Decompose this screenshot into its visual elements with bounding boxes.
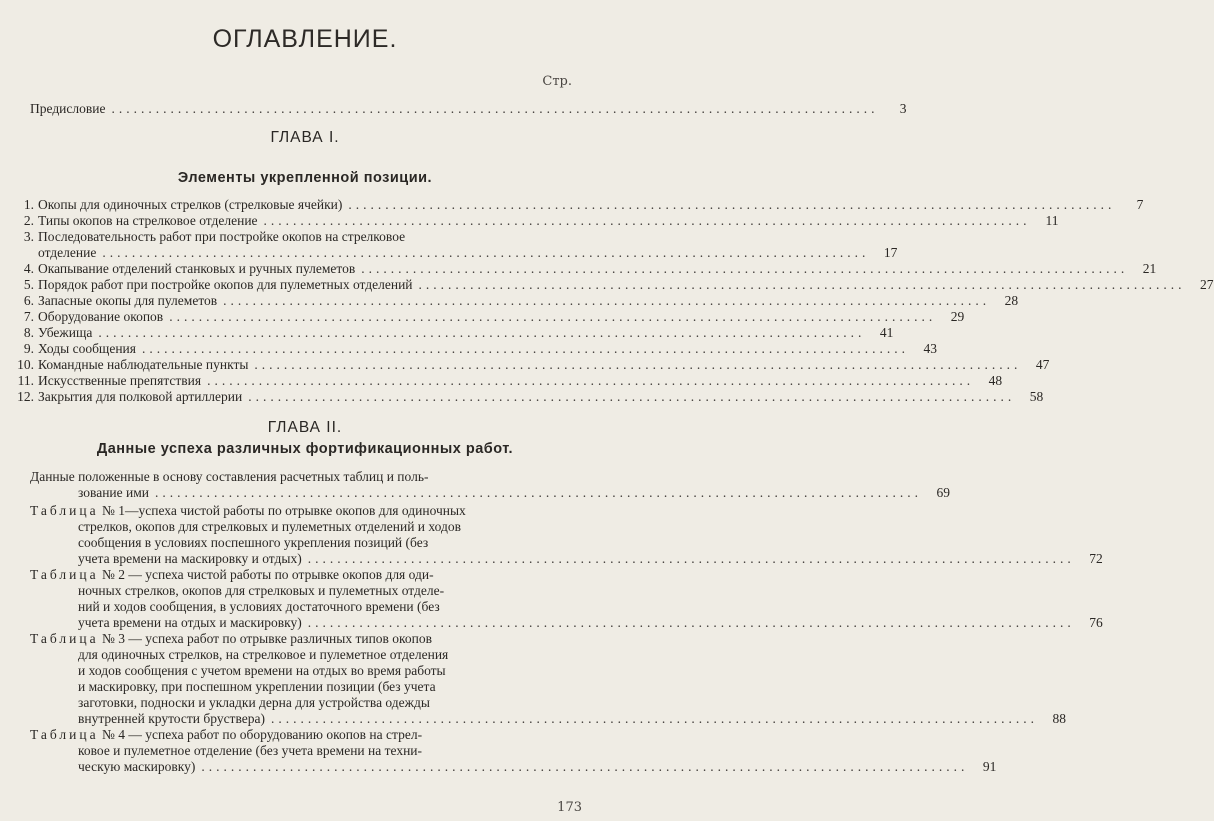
toc-entry-text: отделение: [38, 245, 97, 260]
toc-entry-number: 6.: [23, 293, 34, 308]
toc-entry-page: 27: [1200, 277, 1214, 292]
table-line: № 2 — успеха чистой работы по отрывке окопов для оди-: [102, 567, 434, 582]
dot-leader: ........................................................................................................: [270, 711, 1038, 726]
toc-entry-number: 2.: [23, 213, 34, 228]
dot-leader: ........................................................................................................: [169, 309, 937, 324]
dot-leader: ........................................................................................................: [263, 213, 1031, 228]
toc-entry-page: 76: [1089, 615, 1103, 630]
toc-entry-number: 7.: [23, 309, 34, 324]
toc-entry-page: 72: [1089, 551, 1103, 566]
toc-entry-number: 12.: [17, 389, 34, 404]
dot-leader: ........................................................................................................: [102, 245, 870, 260]
chapter-1-subtitle: Элементы укрепленной позиции.: [177, 170, 433, 186]
intro-entry[interactable]: [78, 484, 951, 501]
table-4-line-2: ковое и пулеметное отделение (без учета времени на техни-: [78, 743, 423, 758]
table-label: Таблица: [30, 727, 99, 742]
toc-entry-text: ческую маскировку): [78, 759, 196, 774]
dot-leader: ........................................................................................................: [98, 325, 866, 340]
toc-entry-7[interactable]: [6, 308, 965, 325]
toc-entry-1[interactable]: [6, 196, 1144, 213]
table-3-line-3: и ходов сообщения с учетом времени на отдых во время работы: [78, 663, 446, 678]
table-4-entry[interactable]: [30, 726, 422, 743]
toc-entry-text: Предисловие: [30, 101, 106, 116]
toc-entry-4[interactable]: [6, 260, 1157, 277]
table-1-line-2: стрелков, окопов для стрелковых и пулеметных отделений и ходов: [78, 519, 461, 534]
toc-entry-page: 28: [1004, 293, 1019, 308]
toc-entry-6[interactable]: [6, 292, 1019, 309]
table-3-line-2: для одиночных стрелков, на стрелковое и пулеметное отделения: [78, 647, 449, 662]
toc-entry-5[interactable]: [6, 276, 1214, 293]
dot-leader: ........................................................................................................: [111, 101, 879, 116]
dot-leader: ........................................................................................................: [418, 277, 1186, 292]
table-4-last-line[interactable]: [78, 758, 997, 775]
page-number: 173: [557, 800, 582, 815]
table-line: № 3 — успеха работ по отрывке различных типов окопов: [102, 631, 433, 646]
toc-entry-text: Оборудование окопов: [38, 309, 164, 324]
toc-entry-page: 3: [899, 101, 907, 116]
toc-entry-page: 69: [936, 485, 951, 500]
toc-entry-number: 10.: [17, 357, 34, 372]
toc-entry-9[interactable]: [6, 340, 937, 357]
table-2-last-line[interactable]: [78, 614, 1103, 631]
dot-leader: ........................................................................................................: [348, 197, 1116, 212]
toc-entry-text: Убежища: [38, 325, 93, 340]
toc-entry-page: 58: [1029, 389, 1044, 404]
toc-entry-10[interactable]: [6, 356, 1050, 373]
table-2-entry[interactable]: [30, 566, 434, 583]
table-3-entry[interactable]: [30, 630, 432, 647]
dot-leader: ........................................................................................................: [361, 261, 1129, 276]
toc-entry-text: зование ими: [78, 485, 150, 500]
toc-entry-page: 91: [982, 759, 997, 774]
table-1-last-line[interactable]: [78, 550, 1103, 567]
toc-entry-number: 5.: [23, 277, 34, 292]
toc-entry-number: 3.: [23, 229, 34, 244]
toc-entry-number: 11.: [17, 373, 34, 388]
toc-entry-preface[interactable]: [30, 100, 907, 117]
dot-leader: ........................................................................................................: [307, 551, 1075, 566]
toc-entry-page: 21: [1142, 261, 1157, 276]
chapter-2-heading: ГЛАВА II.: [267, 419, 343, 436]
intro-line-1[interactable]: Данные положенные в основу составления расчетных таблиц и поль-: [30, 469, 429, 484]
table-label: Таблица: [30, 567, 99, 582]
toc-entry-page: 47: [1035, 357, 1050, 372]
toc-entry-number: 1.: [23, 197, 34, 212]
toc-entry-number: 9.: [23, 341, 34, 356]
toc-entry-12[interactable]: [6, 388, 1044, 405]
table-3-line-5: заготовки, подноски и укладки дерна для устройства одежды: [78, 695, 430, 710]
dot-leader: ........................................................................................................: [223, 293, 991, 308]
toc-entry-text: учета времени на маскировку и отдых): [78, 551, 302, 566]
table-2-line-2: ночных стрелков, окопов для стрелковых и пулеметных отделе-: [78, 583, 445, 598]
toc-entry-3-continued[interactable]: [38, 244, 898, 261]
toc-entry-text: Командные наблюдательные пункты: [38, 357, 249, 372]
table-line: № 4 — успеха работ по оборудованию окопов на стрел-: [102, 727, 423, 742]
toc-entry-page: 17: [883, 245, 898, 260]
table-1-entry[interactable]: [30, 502, 466, 519]
dot-leader: ........................................................................................................: [248, 389, 1016, 404]
chapter-1-heading: ГЛАВА I.: [270, 129, 340, 146]
dot-leader: ........................................................................................................: [155, 485, 923, 500]
dot-leader: ........................................................................................................: [254, 357, 1022, 372]
toc-entry-text: Окопы для одиночных стрелков (стрелковые ячейки): [38, 197, 343, 212]
page-title: ОГЛАВЛЕНИЕ.: [212, 25, 398, 53]
toc-entry-text: Порядок работ при постройке окопов для пулеметных отделений: [38, 277, 413, 292]
table-3-last-line[interactable]: [78, 710, 1066, 727]
toc-entry-text: Запасные окопы для пулеметов: [38, 293, 218, 308]
toc-entry-8[interactable]: [6, 324, 894, 341]
toc-entry-text: Типы окопов на стрелковое отделение: [38, 213, 258, 228]
chapter-2-subtitle: Данные успеха различных фортификационных работ.: [96, 441, 514, 457]
table-2-line-3: ний и ходов сообщения, в условиях достаточного времени (без: [78, 599, 440, 614]
toc-entry-number: 8.: [23, 325, 34, 340]
page-column-label: Стр.: [542, 74, 572, 89]
table-3-line-4: и маскировку, при поспешном укреплении позиции (без учета: [78, 679, 436, 694]
table-label: Таблица: [30, 631, 99, 646]
dot-leader: ........................................................................................................: [201, 759, 969, 774]
dot-leader: ........................................................................................................: [141, 341, 909, 356]
table-1-line-3: сообщения в условиях поспешного укрепления позиций (без: [78, 535, 429, 550]
toc-entry-text: внутренней крутости бруствера): [78, 711, 265, 726]
dot-leader: ........................................................................................................: [307, 615, 1075, 630]
toc-entry-text: Последовательность работ при постройке окопов на стрелковое: [38, 229, 406, 244]
dot-leader: ........................................................................................................: [207, 373, 975, 388]
toc-entry-page: 88: [1052, 711, 1066, 726]
toc-entry-text: Искусственные препятствия: [38, 373, 202, 388]
toc-entry-text: учета времени на отдых и маскировку): [78, 615, 302, 630]
toc-entry-3[interactable]: [6, 228, 575, 245]
table-line: № 1—успеха чистой работы по отрывке окопов для одиночных: [102, 503, 466, 518]
toc-entry-2[interactable]: [6, 212, 1059, 229]
table-label: Таблица: [30, 503, 99, 518]
toc-entry-page: 48: [988, 373, 1003, 388]
toc-entry-text: Окапывание отделений станковых и ручных пулеметов: [38, 261, 356, 276]
toc-entry-text: Закрытия для полковой артиллерии: [38, 389, 243, 404]
toc-entry-page: 11: [1045, 213, 1059, 228]
toc-entry-page: 41: [879, 325, 894, 340]
toc-entry-11[interactable]: [6, 372, 1003, 389]
toc-entry-text: Ходы сообщения: [38, 341, 136, 356]
toc-entry-page: 43: [923, 341, 937, 356]
toc-entry-number: 4.: [23, 261, 34, 276]
toc-entry-page: 29: [950, 309, 965, 324]
toc-entry-page: 7: [1136, 197, 1144, 212]
